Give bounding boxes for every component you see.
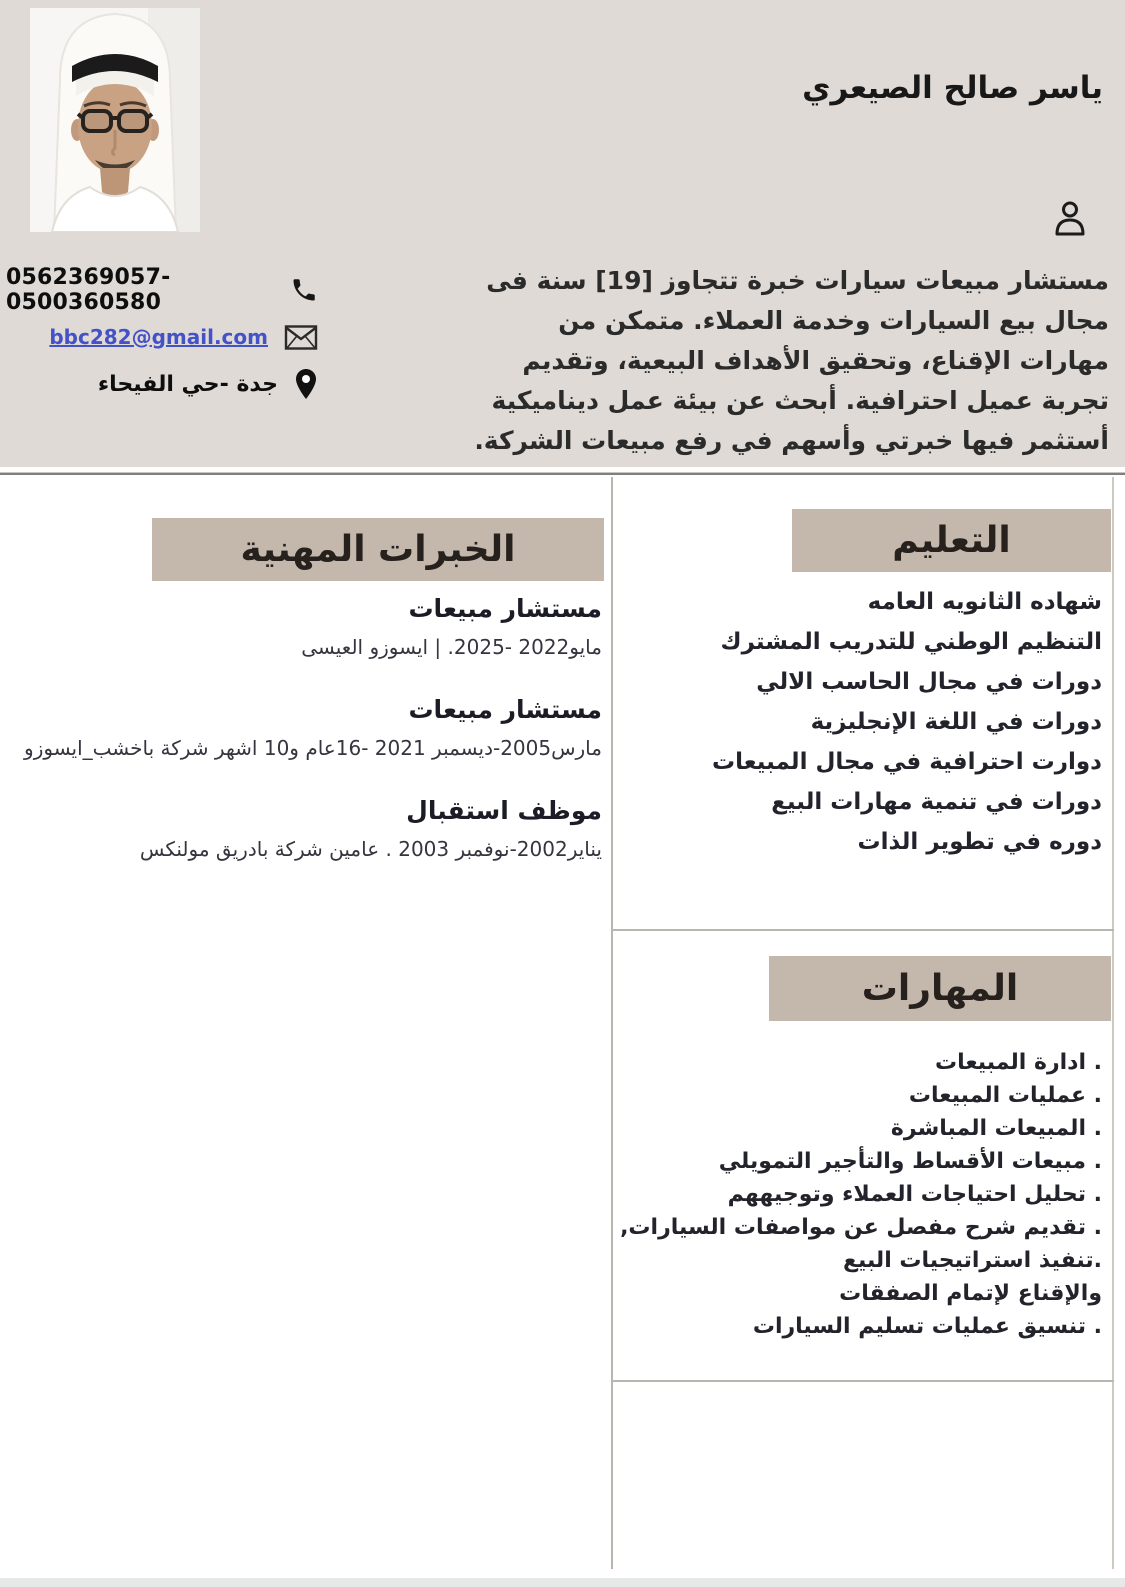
skill-item: . تقديم شرح مفصل عن مواصفات السيارات,	[620, 1215, 1102, 1240]
profile-summary: مستشار مبيعات سيارات خبرة تتجاوز [19] سنة فى مجال بيع السيارات وخدمة العملاء. متمكن من مهارات الإقناع، وتحقيق الأهداف البيعية، وتقديم تجربة عميل احترافية. أبحث عن بيئة عمل ديناميكية أستثمر فيها خبرتي وأسهم في رفع مبيعات الشركة.	[474, 266, 1109, 455]
profile-photo	[30, 8, 200, 232]
skill-item: . المبيعات المباشرة	[890, 1116, 1102, 1141]
phone-icon	[290, 276, 318, 304]
job-title: مستشار مبيعات	[408, 695, 602, 724]
education-list	[615, 582, 1102, 862]
phone-number: 0562369057-0500360580	[6, 265, 171, 315]
page-bottom-strip	[0, 1578, 1125, 1587]
skill-item: . تحليل احتياجات العملاء وتوجيههم	[727, 1182, 1102, 1207]
job-entry	[10, 796, 602, 863]
skills-list	[615, 1046, 1102, 1343]
education-item: دوارت احترافية في مجال المبيعات	[712, 749, 1102, 775]
job-title: مستشار مبيعات	[408, 594, 602, 623]
phone-row	[6, 265, 318, 315]
mail-icon	[284, 324, 318, 351]
education-item: دورات في اللغة الإنجليزية	[810, 709, 1102, 735]
skill-item: والإقناع لإتمام الصفقات	[839, 1281, 1102, 1306]
skill-item: .تنفيذ استراتيجيات البيع	[842, 1248, 1102, 1273]
candidate-name: ياسر صالح الصيعري	[802, 70, 1103, 106]
header-divider-rule	[0, 472, 1125, 475]
header-section	[0, 0, 1125, 467]
skill-item: . تنسيق عمليات تسليم السيارات	[752, 1314, 1102, 1339]
education-item: التنظيم الوطني للتدريب المشترك	[720, 629, 1102, 655]
experience-section-title: الخبرات المهنية	[152, 518, 604, 581]
location-text: جدة -حي الفيحاء	[97, 371, 278, 397]
skill-item: . مبيعات الأقساط والتأجير التمويلي	[718, 1149, 1102, 1174]
skills-bottom-divider	[611, 1380, 1114, 1382]
job-dates-company: يناير2002-نوفمبر 2003 . عامين شركة بادريق مولنكس	[139, 837, 602, 861]
education-item: دورات في تنمية مهارات البيع	[771, 789, 1102, 815]
email-link[interactable]: bbc282@gmail.com	[49, 325, 268, 349]
job-entry	[10, 594, 602, 661]
right-border-line	[1112, 477, 1114, 1569]
job-dates-company: مارس2005-ديسمبر 2021 -16عام و10 اشهر شركة باخشب_ايسوزو	[24, 736, 602, 760]
education-item: دوره في تطوير الذات	[857, 829, 1102, 855]
person-icon	[1053, 200, 1087, 238]
location-row	[98, 368, 318, 400]
job-dates-company: مايو2022 -2025. | ايسوزو العيسى	[301, 635, 602, 659]
job-title: موظف استقبال	[406, 796, 602, 825]
skill-item: . عمليات المبيعات	[908, 1083, 1102, 1108]
education-skills-divider	[611, 929, 1114, 931]
skills-section-title: المهارات	[769, 956, 1111, 1021]
experience-list	[10, 594, 602, 897]
contact-block	[6, 265, 318, 400]
education-item: دورات في مجال الحاسب الالي	[756, 669, 1102, 695]
education-item: شهاده الثانويه العامه	[867, 589, 1102, 615]
column-divider	[611, 477, 613, 1569]
job-entry	[10, 695, 602, 762]
email-row	[49, 321, 318, 353]
skill-item: . ادارة المبيعات	[935, 1050, 1102, 1075]
location-pin-icon	[294, 368, 318, 400]
education-section-title: التعليم	[792, 509, 1111, 572]
